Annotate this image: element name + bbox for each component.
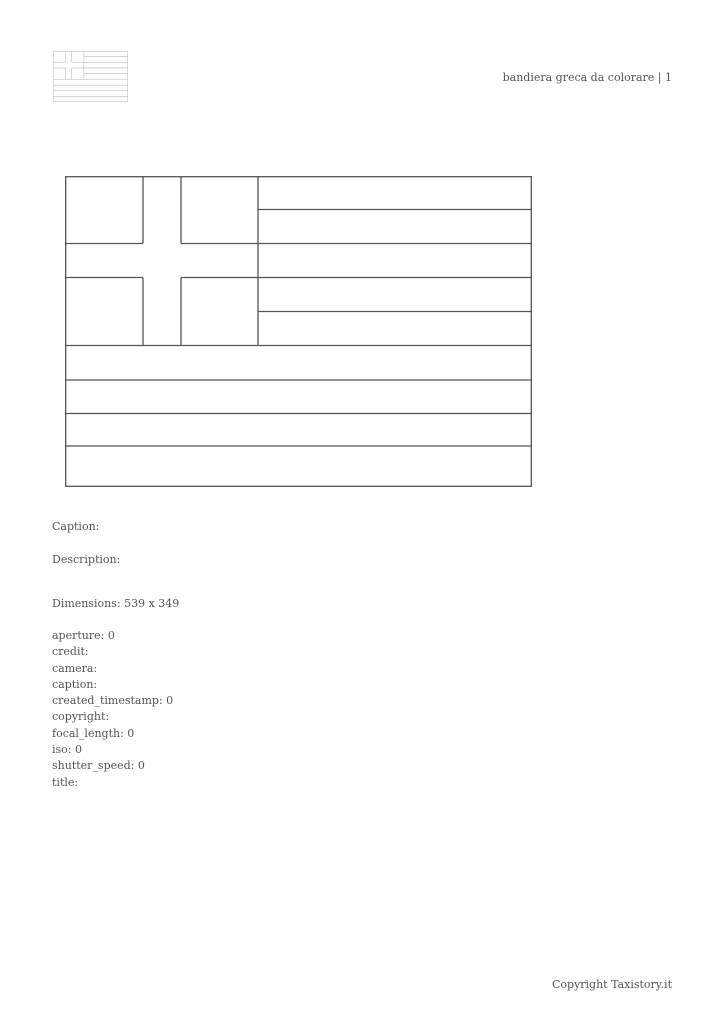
exif-metadata-list	[52, 628, 173, 791]
page-header-title: bandiera greca da colorare | 1	[502, 71, 672, 84]
exif-aperture: aperture: 0	[52, 629, 115, 642]
exif-copyright: copyright:	[52, 710, 110, 724]
exif-iso: iso: 0	[52, 743, 82, 757]
header-flag-thumbnail	[53, 51, 128, 102]
image-description-label: Description:	[52, 553, 121, 566]
image-caption-label: Caption:	[52, 520, 100, 533]
exif-shutter-speed: shutter_speed: 0	[52, 759, 145, 773]
exif-camera: camera:	[52, 661, 98, 675]
exif-focal-length: focal_length: 0	[52, 726, 135, 740]
exif-caption: caption:	[52, 677, 98, 691]
footer-copyright: Copyright Taxistory.it	[551, 978, 672, 991]
greek-flag-coloring-image	[65, 176, 532, 487]
exif-title: title:	[52, 775, 79, 789]
exif-created-timestamp: created_timestamp: 0	[52, 694, 174, 708]
exif-credit: credit:	[52, 645, 89, 659]
image-dimensions: Dimensions: 539 x 349	[52, 597, 180, 610]
